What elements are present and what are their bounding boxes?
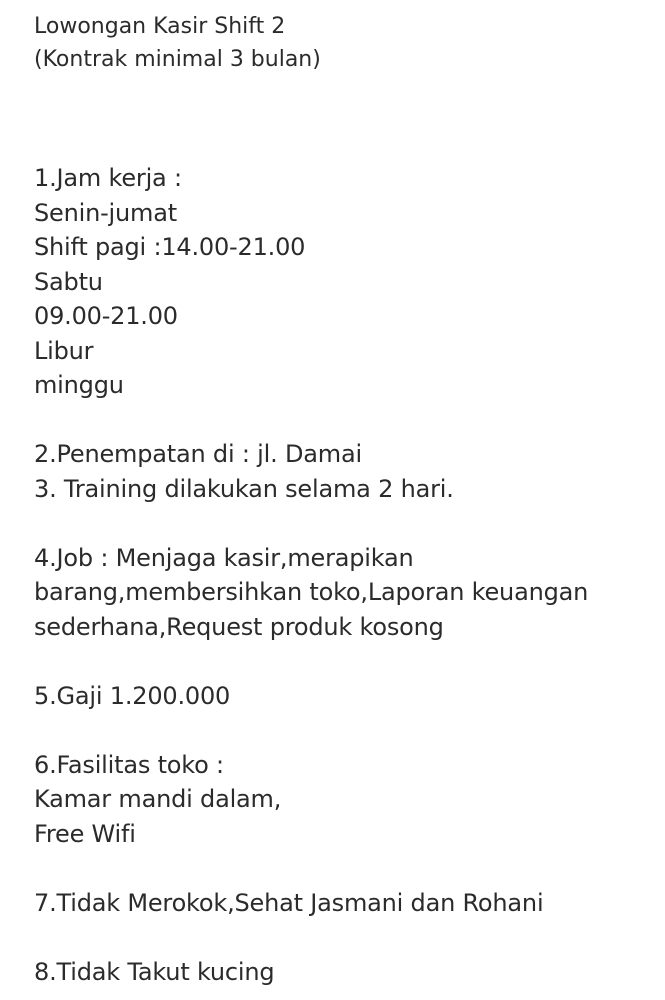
working-days: Senin-jumat [34,198,177,227]
job-line: barang,membersihkan toko,Laporan keuangan [34,578,589,606]
spacer [34,713,654,748]
saturday-label: Sabtu [34,267,103,296]
job-posting-document [34,10,654,989]
section-facilities [34,748,654,852]
posting-title: Lowongan Kasir Shift 2 [34,14,286,39]
placement-line: 2.Penempatan di : jl. Damai [34,440,362,468]
section-placement [34,437,654,506]
spacer [34,920,654,955]
job-line: sederhana,Request produk kosong [34,612,444,641]
spacer [34,403,654,438]
spacer [34,851,654,886]
working-hours-heading: 1.Jam kerja : [34,164,182,192]
salary-line: 5.Gaji 1.200.000 [34,681,231,710]
job-line: 4.Job : Menjaga kasir,merapikan [34,543,414,572]
training-line: 3. Training dilakukan selama 2 hari. [34,474,454,503]
section-requirement-cats [34,955,654,990]
section-working-hours [34,161,654,403]
spacer [34,644,654,679]
facility-item: Free Wifi [34,819,136,848]
facility-item: Kamar mandi dalam, [34,785,282,813]
spacer [34,76,654,161]
section-salary [34,679,654,714]
spacer [34,506,654,541]
day-off-label: Libur [34,336,94,365]
posting-subtitle: (Kontrak minimal 3 bulan) [34,47,321,72]
section-job [34,541,654,645]
saturday-hours: 09.00-21.00 [34,302,178,330]
requirement-line: 8.Tidak Takut kucing [34,957,275,986]
section-requirement-smoking [34,886,654,921]
day-off-value: minggu [34,371,124,399]
requirement-line: 7.Tidak Merokok,Sehat Jasmani dan Rohani [34,888,544,917]
shift-hours: Shift pagi :14.00-21.00 [34,233,306,261]
facilities-heading: 6.Fasilitas toko : [34,750,224,779]
